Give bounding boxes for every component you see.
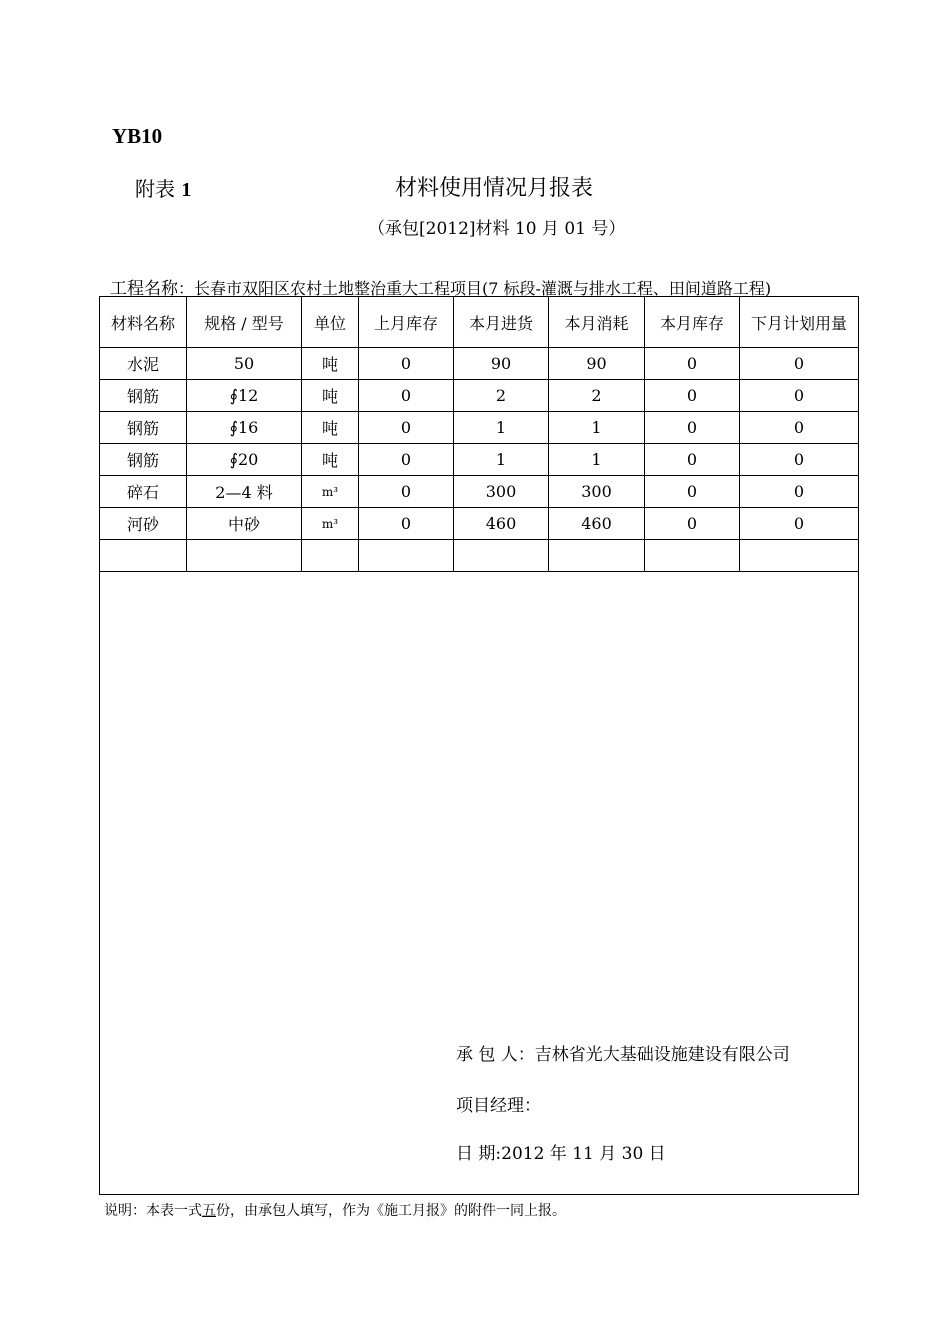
table-row [100, 380, 859, 412]
form-code: YB10 [112, 124, 163, 148]
cell-plan: 0 [740, 380, 859, 412]
cell-unit: 吨 [302, 412, 359, 444]
cell-last-stock: 0 [359, 444, 454, 476]
cell-stock: 0 [645, 476, 740, 508]
note-before: 说明：本表一式 [104, 1203, 202, 1219]
cell-purchase: 460 [454, 508, 549, 540]
cell-material: 钢筋 [100, 380, 187, 412]
cell-stock: 0 [645, 508, 740, 540]
signature-area [100, 572, 859, 1195]
table-row [100, 476, 859, 508]
table-header-row [100, 297, 859, 348]
cell-stock: 0 [645, 444, 740, 476]
cell-consumption: 1 [549, 444, 645, 476]
cell-purchase [454, 540, 549, 572]
date-line: 日 期:2012 年 11 月 30 日 [456, 1144, 666, 1164]
cell-purchase: 300 [454, 476, 549, 508]
cell-consumption: 2 [549, 380, 645, 412]
cell-last-stock [359, 540, 454, 572]
cell-last-stock: 0 [359, 412, 454, 444]
cell-stock: 0 [645, 412, 740, 444]
cell-plan: 0 [740, 348, 859, 380]
cell-unit: m³ [302, 476, 359, 508]
signature-row [100, 572, 859, 1195]
page-title: 材料使用情况月报表 [395, 176, 594, 201]
contractor-line: 承 包 人：吉林省光大基础设施建设有限公司 [456, 1045, 790, 1065]
cell-material: 钢筋 [100, 412, 187, 444]
cell-material: 钢筋 [100, 444, 187, 476]
table-row [100, 508, 859, 540]
project-name: ：长春市双阳区农村土地整治重大工程项目(7 标段-灌溉与排水工程、田间道路工程) [178, 279, 772, 298]
cell-consumption: 460 [549, 508, 645, 540]
cell-plan [740, 540, 859, 572]
header-next-month-plan: 下月计划用量 [740, 297, 859, 348]
cell-stock [645, 540, 740, 572]
cell-plan: 0 [740, 444, 859, 476]
cell-unit: 吨 [302, 348, 359, 380]
cell-consumption: 1 [549, 412, 645, 444]
cell-purchase: 1 [454, 412, 549, 444]
appendix-text: 附表 [135, 177, 175, 201]
table-row [100, 444, 859, 476]
header-material-name: 材料名称 [100, 297, 187, 348]
cell-unit: 吨 [302, 380, 359, 412]
header-month-purchase: 本月进货 [454, 297, 549, 348]
header-unit: 单位 [302, 297, 359, 348]
header-spec-model: 规格 / 型号 [187, 297, 302, 348]
cell-unit [302, 540, 359, 572]
table-row [100, 412, 859, 444]
cell-plan: 0 [740, 476, 859, 508]
cell-plan: 0 [740, 508, 859, 540]
cell-material: 水泥 [100, 348, 187, 380]
cell-last-stock: 0 [359, 476, 454, 508]
note-count: 五 [202, 1203, 216, 1219]
cell-stock: 0 [645, 348, 740, 380]
cell-spec: 2—4 料 [187, 476, 302, 508]
document-number: （承包[2012]材料 10 月 01 号） [368, 219, 626, 239]
cell-consumption [549, 540, 645, 572]
cell-spec: 中砂 [187, 508, 302, 540]
cell-plan: 0 [740, 412, 859, 444]
cell-spec [187, 540, 302, 572]
cell-purchase: 2 [454, 380, 549, 412]
cell-last-stock: 0 [359, 508, 454, 540]
appendix-number: 1 [181, 179, 192, 201]
cell-consumption: 300 [549, 476, 645, 508]
header-month-consumption: 本月消耗 [549, 297, 645, 348]
cell-last-stock: 0 [359, 348, 454, 380]
footnote [104, 1200, 566, 1220]
cell-unit: 吨 [302, 444, 359, 476]
cell-spec: ∮16 [187, 412, 302, 444]
table-row [100, 348, 859, 380]
cell-purchase: 1 [454, 444, 549, 476]
cell-last-stock: 0 [359, 380, 454, 412]
cell-spec: 50 [187, 348, 302, 380]
note-after: 份，由承包人填写，作为《施工月报》的附件一同上报。 [216, 1203, 566, 1219]
project-key: 工程名称 [110, 279, 178, 299]
cell-stock: 0 [645, 380, 740, 412]
cell-purchase: 90 [454, 348, 549, 380]
table-row-empty [100, 540, 859, 572]
cell-material: 碎石 [100, 476, 187, 508]
cell-spec: ∮20 [187, 444, 302, 476]
materials-table [99, 296, 859, 1195]
cell-material: 河砂 [100, 508, 187, 540]
cell-consumption: 90 [549, 348, 645, 380]
cell-spec: ∮12 [187, 380, 302, 412]
cell-material [100, 540, 187, 572]
project-manager-line: 项目经理： [456, 1096, 541, 1116]
appendix-label [135, 173, 191, 202]
cell-unit: m³ [302, 508, 359, 540]
header-month-stock: 本月库存 [645, 297, 740, 348]
header-last-month-stock: 上月库存 [359, 297, 454, 348]
